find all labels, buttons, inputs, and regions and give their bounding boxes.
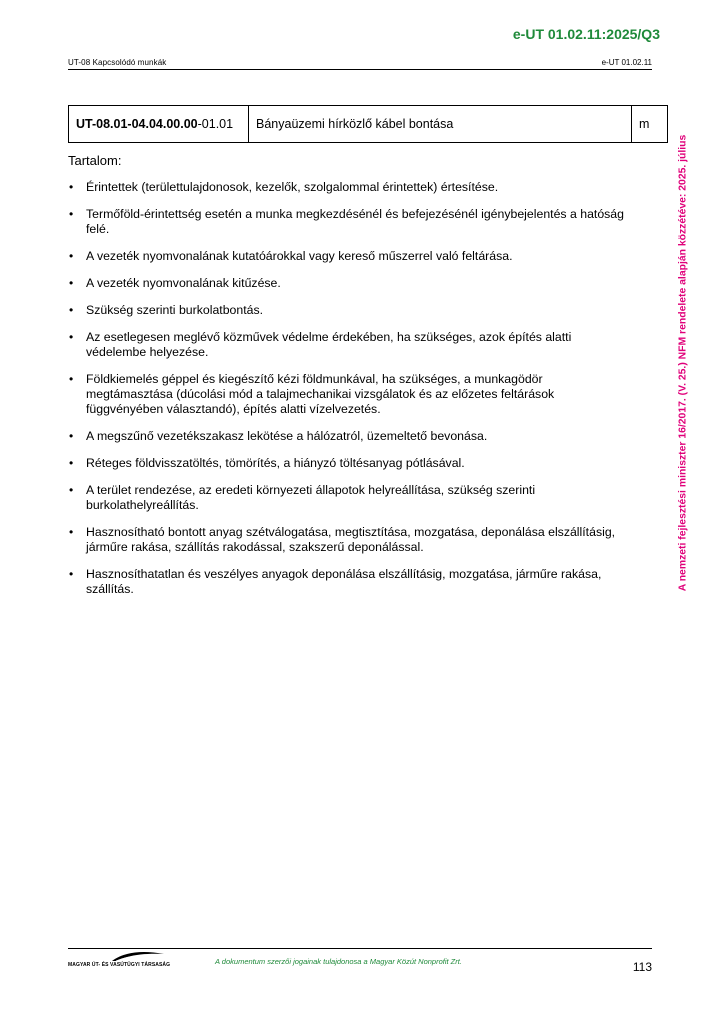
road-swoosh-icon — [110, 950, 166, 962]
document-id: e-UT 01.02.11:2025/Q3 — [512, 26, 660, 42]
item-title: Bányaüzemi hírközlő kábel bontása — [249, 106, 632, 143]
copyright-notice: A dokumentum szerzői jogainak tulajdonosa a Magyar Közút Nonprofit Zrt. — [215, 957, 462, 966]
list-item-text: Szükség szerinti burkolatbontás. — [86, 303, 264, 317]
item-code-main: UT-08.01-04.04.00.00 — [76, 117, 198, 131]
bullet-icon: • — [69, 525, 74, 539]
list-item — [68, 456, 628, 471]
list-item-text: Földkiemelés géppel és kiegészítő kézi földmunkával, ha szükséges, a munkagödör megtámasztása (dúcolási mód a talajmechanikai vizsgálatok és az előzetes feltárások függvényében választandó), építés alatti vízelvezetés. — [86, 372, 555, 416]
bullet-icon: • — [69, 330, 74, 344]
list-item — [68, 180, 628, 195]
bullet-icon: • — [69, 207, 74, 221]
list-item-text: A vezeték nyomvonalának kutatóárokkal vagy kereső műszerrel való feltárása. — [86, 249, 513, 263]
list-item-text: Termőföld-érintettség esetén a munka megkezdésénél és befejezésénél igénybejelentés a hatóság felé. — [86, 207, 624, 236]
footer-logo-text: MAGYAR ÚT- ÉS VASÚTÜGYI TÁRSASÁG — [68, 962, 171, 968]
item-code-suffix: -01.01 — [197, 117, 234, 131]
bullet-icon: • — [69, 567, 74, 581]
list-item — [68, 207, 628, 237]
footer-divider — [68, 948, 652, 949]
list-item-text: Hasznosíthatatlan és veszélyes anyagok deponálása elszállításig, mozgatása, járműre rakása, szállítás. — [86, 567, 602, 596]
list-item-text: A terület rendezése, az eredeti környezeti állapotok helyreállítása, szükség szerinti burkolathelyreállítás. — [86, 483, 536, 512]
content-label: Tartalom: — [68, 153, 122, 168]
list-item — [68, 567, 628, 597]
item-row — [69, 106, 668, 143]
list-item-text: A megszűnő vezetékszakasz lekötése a hálózatról, üzemeltető bevonása. — [86, 429, 488, 443]
item-table — [68, 105, 668, 143]
list-item — [68, 276, 628, 291]
bullet-icon: • — [69, 303, 74, 317]
bullet-icon: • — [69, 372, 74, 386]
content-list — [68, 180, 628, 609]
list-item — [68, 483, 628, 513]
list-item-text: Réteges földvisszatöltés, tömörítés, a hiányzó töltésanyag pótlásával. — [86, 456, 465, 470]
list-item-text: Érintettek (területtulajdonosok, kezelők, szolgalommal érintettek) értesítése. — [86, 180, 499, 194]
bullet-icon: • — [69, 429, 74, 443]
list-item — [68, 525, 628, 555]
item-code — [69, 106, 249, 143]
running-header-right: e-UT 01.02.11 — [601, 58, 652, 67]
footer-logo — [68, 950, 171, 970]
running-header-left: UT-08 Kapcsolódó munkák — [68, 58, 167, 67]
list-item-text: A vezeték nyomvonalának kitűzése. — [86, 276, 281, 290]
bullet-icon: • — [69, 249, 74, 263]
list-item — [68, 303, 628, 318]
bullet-icon: • — [69, 456, 74, 470]
list-item-text: Hasznosítható bontott anyag szétválogatása, megtisztítása, mozgatása, deponálása elszállításig, járműre rakása, szállítás rakodással, szakszerű deponálással. — [86, 525, 616, 554]
running-header — [68, 58, 652, 70]
list-item — [68, 330, 628, 360]
side-publication-note-text: A nemzeti fejlesztési miniszter 16/2017. (V. 25.) NFM rendelete alapján közzétéve: 2025. július — [677, 134, 689, 592]
page-number: 113 — [632, 960, 652, 974]
bullet-icon: • — [69, 180, 74, 194]
bullet-icon: • — [69, 483, 74, 497]
bullet-icon: • — [69, 276, 74, 290]
list-item — [68, 372, 628, 417]
item-unit: m — [632, 106, 668, 143]
list-item-text: Az esetlegesen meglévő közművek védelme érdekében, ha szükséges, azok építés alatti védelembe helyezése. — [86, 330, 572, 359]
side-publication-note — [676, 97, 690, 629]
list-item — [68, 249, 628, 264]
list-item — [68, 429, 628, 444]
